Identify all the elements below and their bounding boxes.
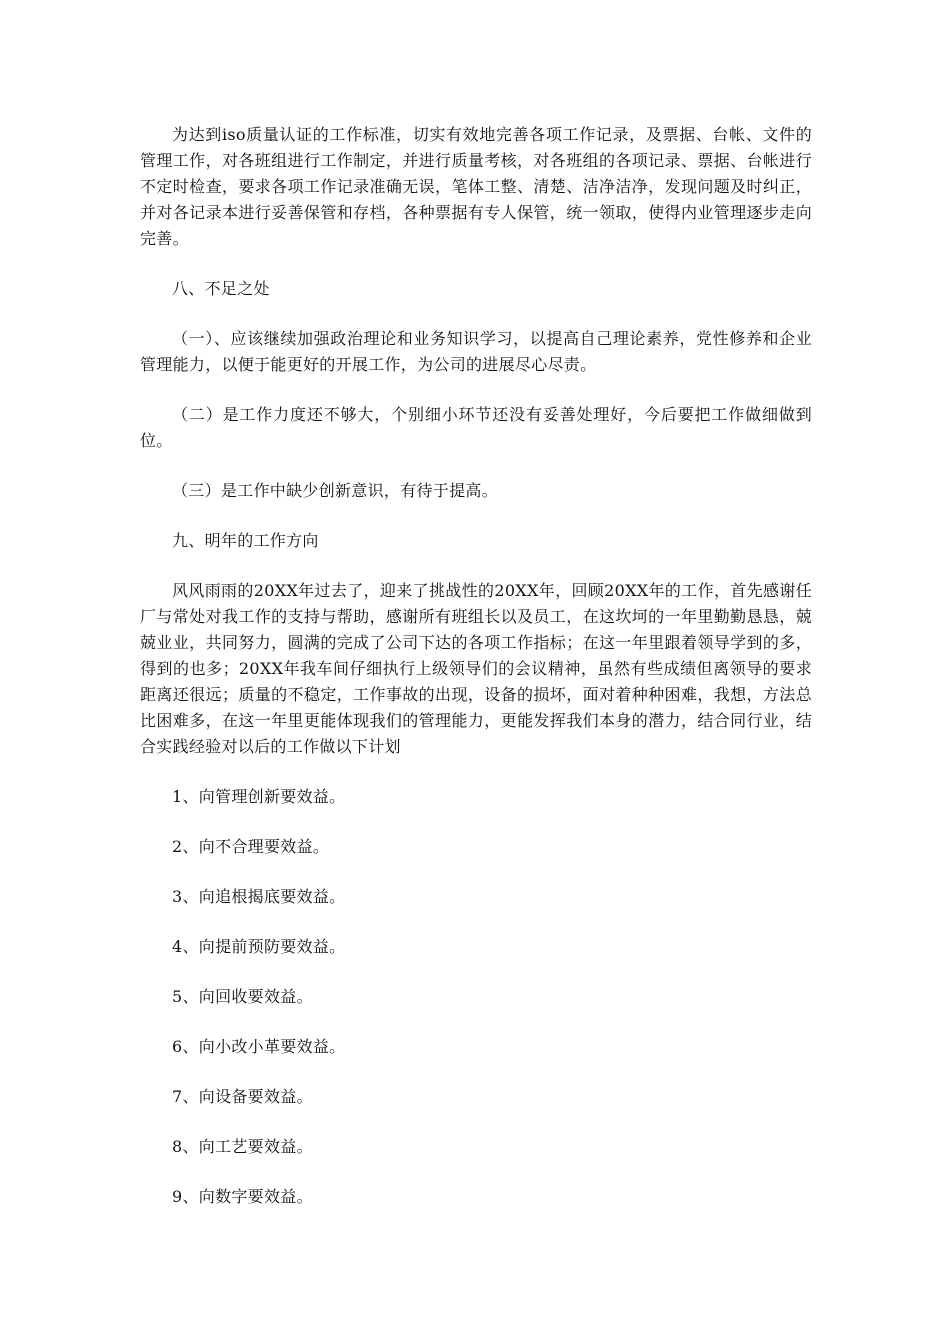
plan-item-9: 9、向数字要效益。 <box>172 1187 313 1206</box>
plan-item-6: 6、向小改小革要效益。 <box>172 1037 346 1056</box>
shortcoming-item-2: （二）是工作力度还不够大，个别细小环节还没有妥善处理好，今后要把工作做细做到位。 <box>140 405 812 450</box>
heading-shortcomings: 八、不足之处 <box>172 279 270 298</box>
heading-next-year-direction: 九、明年的工作方向 <box>172 531 319 550</box>
plan-item-8: 8、向工艺要效益。 <box>172 1137 313 1156</box>
plan-item-3: 3、向追根揭底要效益。 <box>172 887 346 906</box>
plan-item-1: 1、向管理创新要效益。 <box>172 787 346 806</box>
plan-item-2: 2、向不合理要效益。 <box>172 837 330 856</box>
plan-item-7: 7、向设备要效益。 <box>172 1087 313 1106</box>
document-page <box>140 122 812 1210</box>
plan-item-4: 4、向提前预防要效益。 <box>172 937 346 956</box>
shortcoming-item-3: （三）是工作中缺少创新意识，有待于提高。 <box>172 481 499 500</box>
paragraph-year-review: 风风雨雨的20XX年过去了，迎来了挑战性的20XX年，回顾20XX年的工作，首先感谢任厂与常处对我工作的支持与帮助，感谢所有班组长以及员工，在这坎坷的一年里勤勤恳恳，兢兢业业，共同努力，圆满的完成了公司下达的各项工作指标；在这一年里跟着领导学到的多，得到的也多；20XX年我车间仔细执行上级领导们的会议精神，虽然有些成绩但离领导的要求距离还很远；质量的不稳定，工作事故的出现，设备的损坏，面对着种种困难，我想，方法总比困难多，在这一年里更能体现我们的管理能力，更能发挥我们本身的潜力，结合同行业，结合实践经验对以后的工作做以下计划 <box>140 581 812 756</box>
paragraph-iso-records: 为达到iso质量认证的工作标准，切实有效地完善各项工作记录，及票据、台帐、文件的管理工作，对各班组进行工作制定，并进行质量考核，对各班组的各项记录、票据、台帐进行不定时检查，要求各项工作记录准确无误，笔体工整、清楚、洁净洁净，发现问题及时纠正，并对各记录本进行妥善保管和存档，各种票据有专人保管，统一领取，使得内业管理逐步走向完善。 <box>140 125 812 248</box>
shortcoming-item-1: （一）、应该继续加强政治理论和业务知识学习，以提高自己理论素养，党性修养和企业管理能力，以便于能更好的开展工作，为公司的进展尽心尽责。 <box>140 329 812 374</box>
plan-item-5: 5、向回收要效益。 <box>172 987 313 1006</box>
